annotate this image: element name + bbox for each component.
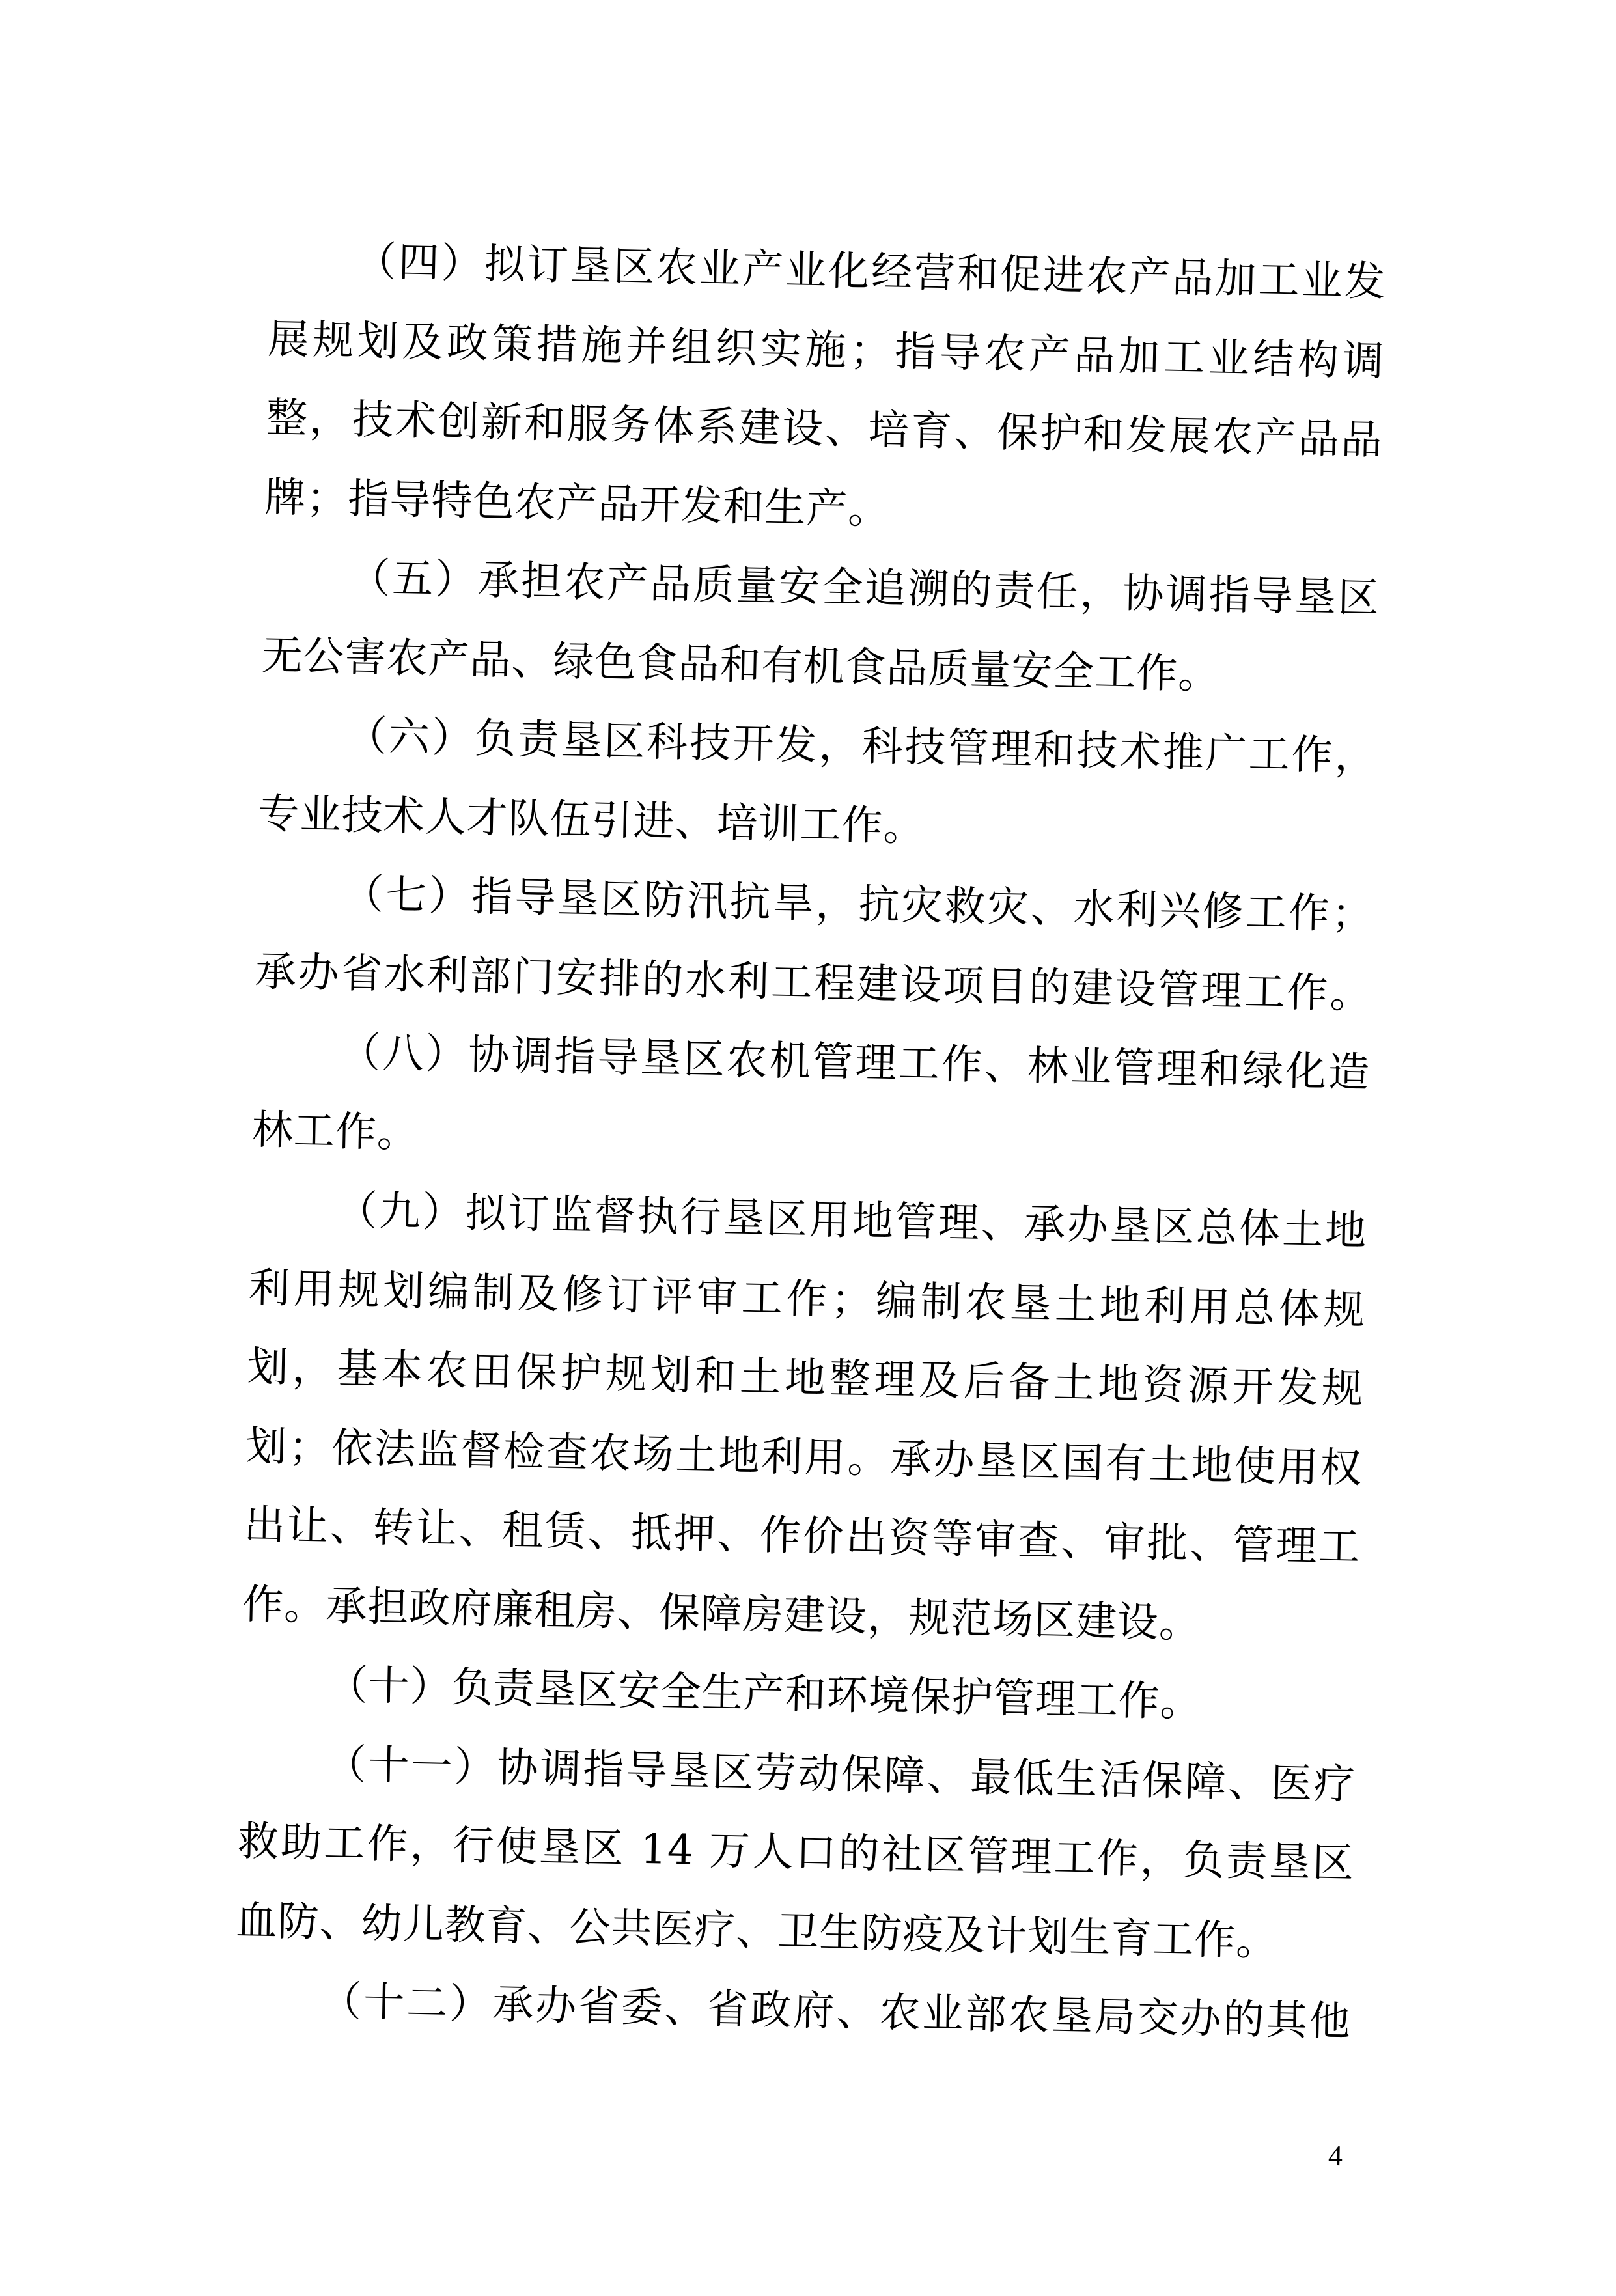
document-line: （七）指导垦区防汛抗旱，抗灾救灾、水利兴修工作； [342,870,1374,939]
document-line: （十）负责垦区安全生产和环境保护管理工作。 [326,1661,1203,1726]
document-line: （五）承担农产品质量安全追溯的责任，协调指导垦区 [348,553,1380,622]
document-line: （九）拟订监督执行垦区用地管理、承办垦区总体土地 [335,1186,1367,1255]
document-line: 牌；指导特色农产品开发和生产。 [264,473,891,533]
document-line: 划；依法监督检查农场土地利用。承办垦区国有土地使用权 [245,1422,1363,1492]
document-line: 救助工作，行使垦区 14 万人口的社区管理工作，负责垦区 [237,1817,1355,1887]
document-line: （十二）承办省委、省政府、农业部农垦局交办的其他 [320,1977,1352,2045]
document-line: 展规划及政策措施并组织实施；指导农产品加工业结构调 [267,314,1385,385]
document-line: 承办省水利部门安排的水利工程建设项目的建设管理工作。 [255,947,1372,1017]
document-body [234,220,1387,2061]
page-number: 4 [1328,2139,1343,2172]
document-line: 作。承担政府廉租房、保障房建设，规范场区建设。 [242,1580,1201,1647]
document-line: （十一）协调指导垦区劳动保障、最低生活保障、医疗 [324,1739,1356,1808]
document-line: 血防、幼儿教育、公共医疗、卫生防疫及计划生育工作。 [235,1896,1278,1965]
document-line: （六）负责垦区科技开发，科技管理和技术推广工作， [345,712,1377,781]
document-line: 利用规划编制及修订评审工作；编制农垦土地利用总体规 [248,1264,1366,1334]
document-line: 出让、转让、租赁、抵押、作价出资等审查、审批、管理工 [244,1501,1361,1571]
document-line: 划，基本农田保护规划和土地整理及后备土地资源开发规 [246,1342,1365,1413]
document-line: 林工作。 [251,1105,419,1157]
document-line: （四）拟订垦区农业产业化经营和促进农产品加工业发 [355,237,1387,306]
document-line: （八）协调指导垦区农机管理工作、林业管理和绿化造 [339,1028,1371,1097]
document-line: 无公害农产品、绿色食品和有机食品质量安全工作。 [260,631,1221,698]
document-line: 专业技术人才队伍引进、培训工作。 [257,789,926,850]
document-line: 整，技术创新和服务体系建设、培育、保护和发展农产品品 [266,393,1384,464]
